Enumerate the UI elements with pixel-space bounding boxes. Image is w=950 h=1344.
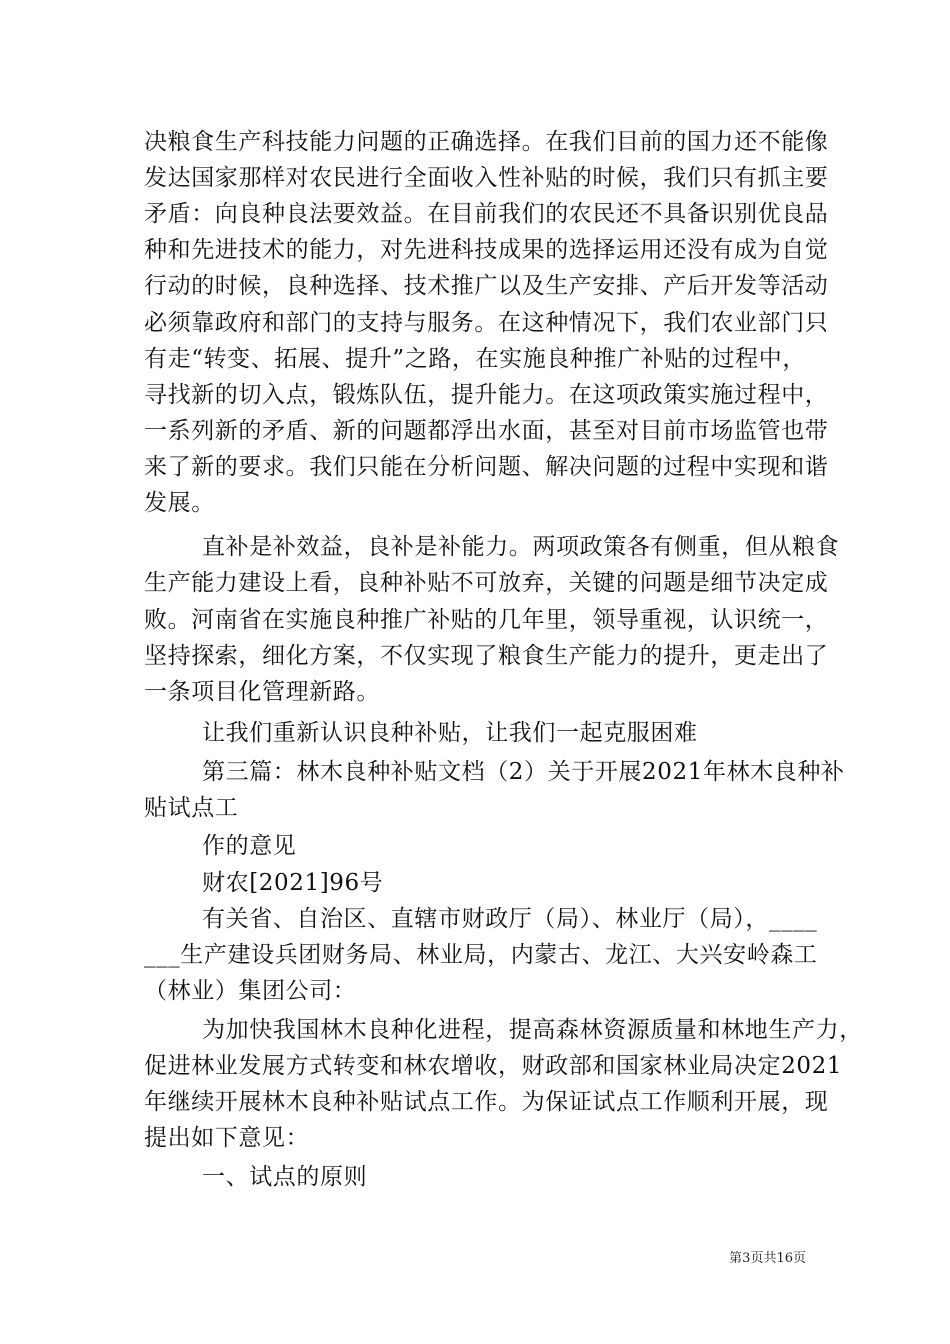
paragraph-start: 有关省、自治区、直辖市财政厅（局）、林业厅（局），____ <box>202 906 818 932</box>
text-line: 寻找新的切入点，锻炼队伍，提升能力。在这项政策实施过程中， <box>144 382 829 408</box>
text-line: 败。河南省在实施良种推广补贴的几年里，领导重视，认识统一， <box>144 607 829 633</box>
text-line: 提出如下意见： <box>144 1125 310 1151</box>
text-line: 来了新的要求。我们只能在分析问题、解决问题的过程中实现和谐 <box>144 454 829 480</box>
section-heading: 第三篇：林木良种补贴文档（2）关于开展2021年林木良种补 <box>202 759 845 785</box>
text-line: 矛盾：向良种良法要效益。在目前我们的农民还不具备识别优良品 <box>144 201 829 227</box>
section-heading: 一、试点的原则 <box>202 1164 368 1190</box>
text-line: 发展。 <box>144 490 215 516</box>
paragraph-start: 为加快我国林木良种化进程，提高森林资源质量和林地生产力， <box>202 1017 863 1043</box>
text-line: 决粮食生产科技能力问题的正确选择。在我们目前的国力还不能像 <box>144 129 829 155</box>
text-line: 年继续开展林木良种补贴试点工作。为保证试点工作顺利开展，现 <box>144 1089 829 1115</box>
text-line: 行动的时候，良种选择、技术推广以及生产安排、产后开发等活动 <box>144 273 829 299</box>
text-line: 有走“转变、拓展、提升”之路，在实施良种推广补贴的过程中， <box>144 346 806 372</box>
text-line: 种和先进技术的能力，对先进科技成果的选择运用还没有成为自觉 <box>144 237 829 263</box>
text-line: 促进林业发展方式转变和林农增收，财政部和国家林业局决定2021 <box>144 1053 843 1079</box>
text-line: 生产能力建设上看，良种补贴不可放弃，关键的问题是细节决定成 <box>144 570 829 596</box>
text-line: （林业）集团公司： <box>144 978 357 1004</box>
document-number: 财农[2021]96号 <box>202 870 384 896</box>
text-line: 发达国家那样对农民进行全面收入性补贴的时候，我们只有抓主要 <box>144 165 829 191</box>
text-line: ___生产建设兵团财务局、林业局，内蒙古、龙江、大兴安岭森工 <box>144 942 818 968</box>
paragraph-start: 直补是补效益，良补是补能力。两项政策各有侧重，但从粮食 <box>202 534 840 560</box>
paragraph-start: 让我们重新认识良种补贴，让我们一起克服困难 <box>202 720 698 746</box>
text-line: 贴试点工 <box>144 795 239 821</box>
text-line: 坚持探索，细化方案，不仅实现了粮食生产能力的提升，更走出了 <box>144 643 829 669</box>
page-number: 第3页共16页 <box>729 1251 806 1266</box>
text-line: 作的意见 <box>202 833 297 859</box>
text-line: 一条项目化管理新路。 <box>144 679 380 705</box>
text-line: 必须靠政府和部门的支持与服务。在这种情况下，我们农业部门只 <box>144 310 829 336</box>
text-line: 一系列新的矛盾、新的问题都浮出水面，甚至对目前市场监管也带 <box>144 418 829 444</box>
